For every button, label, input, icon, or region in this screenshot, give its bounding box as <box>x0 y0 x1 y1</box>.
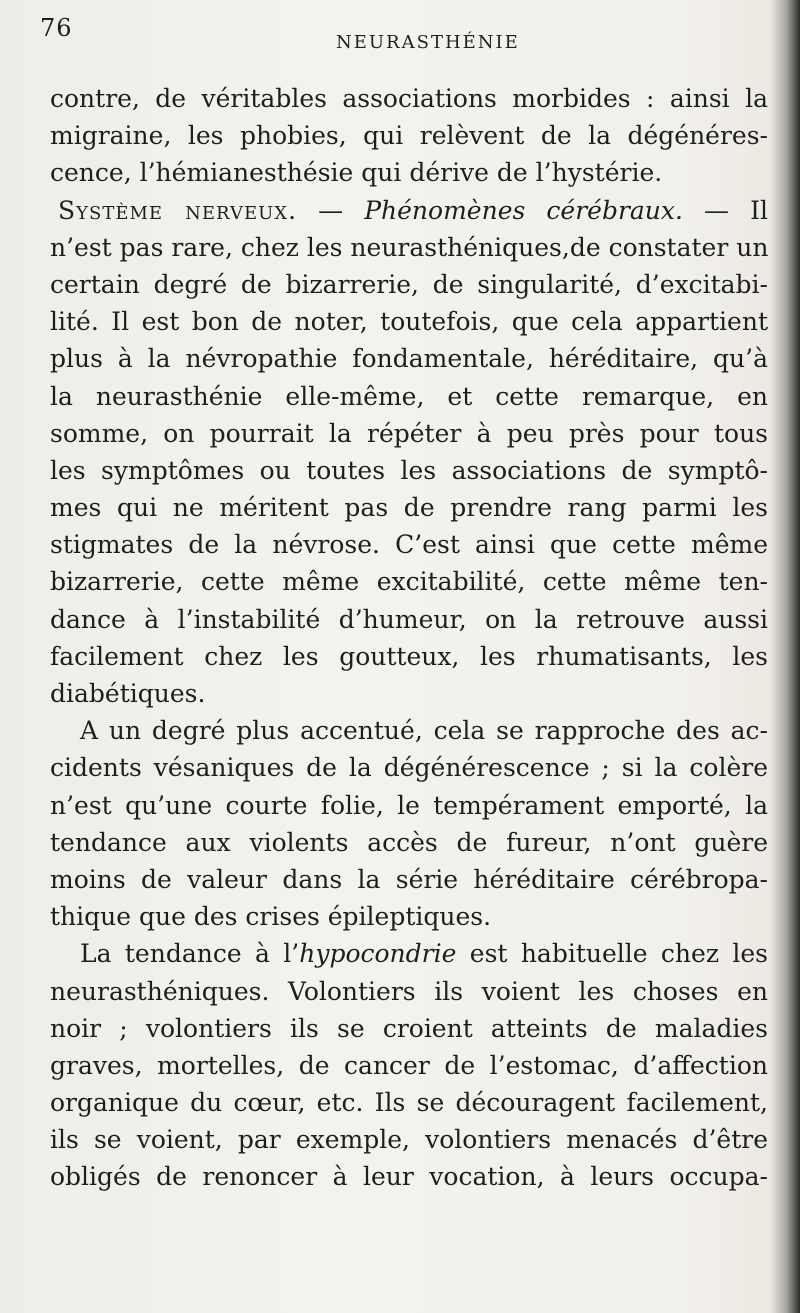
text-line: noir ; volontiers ils se croient atteints de maladies <box>50 1013 768 1043</box>
text-line: certain degré de bizarrerie, de singularité, d’excitabi- <box>50 269 768 299</box>
text-line <box>50 935 768 972</box>
text-line: mes qui ne méritent pas de prendre rang parmi les <box>50 493 768 523</box>
text-line: stigmates de la névrose. C’est ainsi que cette même <box>50 530 768 560</box>
text-line: facilement chez les goutteux, les rhumatisants, les <box>50 641 768 671</box>
subsection-heading: Phénomènes cérébraux. <box>364 195 683 225</box>
text-line: plus à la névropathie fondamentale, héréditaire, qu’à <box>50 344 768 374</box>
text-line: tendance aux violents accès de fureur, n’ont guère <box>50 827 768 857</box>
text-line: graves, mortelles, de cancer de l’estomac, d’affection <box>50 1050 768 1080</box>
text-line: diabétiques. <box>50 679 206 708</box>
binding-shadow <box>770 0 800 1313</box>
body-text <box>50 80 768 1196</box>
text-fragment: est habituelle chez les <box>456 939 768 969</box>
section-heading-line <box>50 192 768 229</box>
section-heading: Système nerveux. <box>58 195 298 225</box>
text-line: A un degré plus accentué, cela se rapproche des ac- <box>80 716 768 746</box>
text-line: cence, l’hémianesthésie qui dérive de l’hystérie. <box>50 158 663 188</box>
text-line: n’est qu’une courte folie, le tempérament emporté, la <box>50 790 768 820</box>
text-line: somme, on pourrait la répéter à peu près pour tous <box>50 418 768 448</box>
text-line: neurasthéniques. Volontiers ils voient les choses en <box>50 976 768 1006</box>
text-line: migraine, les phobies, qui relèvent de la dégénéres- <box>50 121 768 151</box>
text-line: thique que des crises épileptiques. <box>50 902 492 932</box>
heading-dash: — <box>297 195 365 225</box>
heading-continuation: — Il <box>682 195 769 225</box>
text-line: obligés de renoncer à leur vocation, à leurs occupa- <box>50 1162 768 1192</box>
text-line: lité. Il est bon de noter, toutefois, que cela appartient <box>50 307 768 337</box>
text-line: n’est pas rare, chez les neurasthéniques,de constater un <box>50 232 769 262</box>
page-number: 76 <box>40 14 73 42</box>
text-line: cidents vésaniques de la dégénérescence ; si la colère <box>50 753 768 783</box>
text-line: la neurasthénie elle-même, et cette remarque, en <box>50 381 768 411</box>
text-line: ils se voient, par exemple, volontiers menacés d’être <box>50 1125 768 1155</box>
text-fragment: La tendance à l’ <box>80 939 300 969</box>
text-line: dance à l’instabilité d’humeur, on la retrouve aussi <box>50 604 768 634</box>
text-line: organique du cœur, etc. Ils se découragent facilement, <box>50 1088 768 1118</box>
text-line: bizarrerie, cette même excitabilité, cette même ten- <box>50 567 768 597</box>
text-line: moins de valeur dans la série héréditaire cérébropa- <box>50 864 768 894</box>
text-line: contre, de véritables associations morbides : ainsi la <box>50 84 768 113</box>
emphasized-term: hypocondrie <box>299 939 457 969</box>
text-line: les symptômes ou toutes les associations de symptô- <box>50 455 768 485</box>
running-title: NEURASTHÉNIE <box>336 32 520 53</box>
